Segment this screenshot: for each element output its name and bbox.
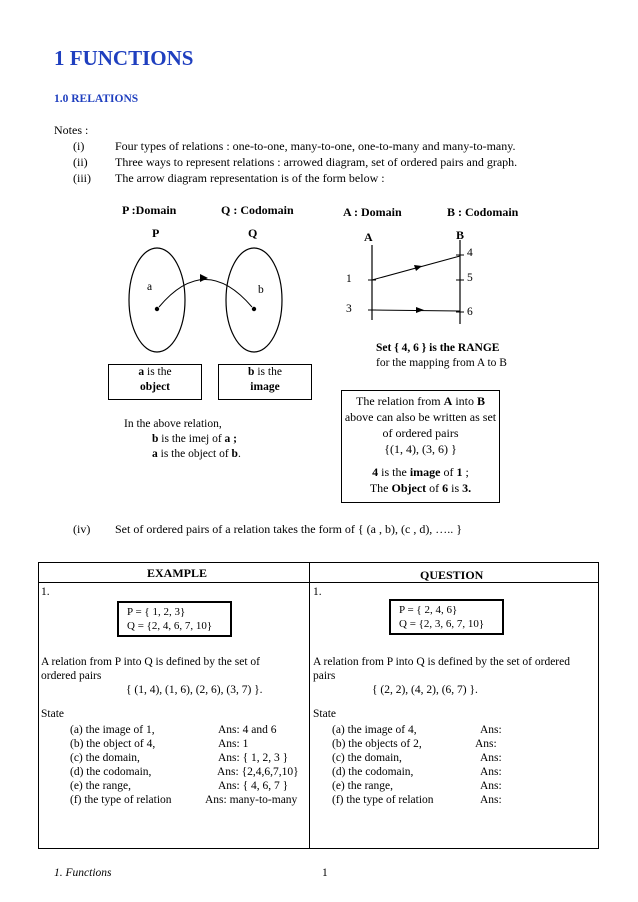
arrow-diagram-pq <box>120 240 300 355</box>
ordered-pairs-box: The relation from A into B above can also be written as set of ordered pairs {(1, 4), (3, 6) } 4 is the image of 1 ; The Object of 6 is 3. <box>341 390 500 503</box>
section-title: 1.0 RELATIONS <box>54 93 139 105</box>
question-pairs: { (2, 2), (4, 2), (6, 7) }. <box>372 684 478 696</box>
value-label: 4 <box>467 247 473 259</box>
range-statement: for the mapping from A to B <box>376 357 507 369</box>
list-item: (b) the object of 4, Ans: 1 <box>70 738 249 750</box>
list-item: (f) the type of relation Ans: many-to-many <box>70 794 298 806</box>
list-item: (c) the domain, Ans: <box>332 752 502 764</box>
question-items <box>332 724 592 808</box>
arrowhead <box>414 265 422 271</box>
question-header: QUESTION <box>420 568 484 582</box>
value-label: 1 <box>346 273 352 285</box>
value-label: 5 <box>467 272 473 284</box>
question-desc: A relation from P into Q is defined by the set of ordered <box>313 656 570 668</box>
example-desc: ordered pairs <box>41 670 102 682</box>
set-p-label: P <box>152 226 160 240</box>
set-b-label: B <box>456 228 465 242</box>
object-box: a is the object <box>108 364 202 400</box>
caption-line: In the above relation, <box>124 418 222 430</box>
example-state: State <box>41 708 64 720</box>
list-item: (d) the codomain, Ans: {2,4,6,7,10} <box>70 766 299 778</box>
example-pairs: { (1, 4), (1, 6), (2, 6), (3, 7) }. <box>126 684 263 696</box>
note-text: Four types of relations : one-to-one, many-to-one, one-to-many and many-to-many. <box>115 139 516 153</box>
list-item: (e) the range, Ans: { 4, 6, 7 } <box>70 780 289 792</box>
element-b-dot <box>252 307 256 311</box>
example-sets-box: P = { 1, 2, 3} Q = {2, 4, 6, 7, 10} <box>117 601 232 637</box>
list-item: (a) the image of 1, Ans: 4 and 6 <box>70 724 277 736</box>
set-a-label: A <box>364 230 373 244</box>
list-item: (f) the type of relation Ans: <box>332 794 502 806</box>
set-q-oval <box>226 248 282 352</box>
question-state: State <box>313 708 336 720</box>
arrow-diagram-ab <box>360 240 480 330</box>
note-item <box>73 522 593 538</box>
footer-chapter: 1. Functions <box>54 867 112 879</box>
question-sets-box: P = { 2, 4, 6} Q = {2, 3, 6, 7, 10} <box>389 599 504 635</box>
list-item: (b) the objects of 2, Ans: <box>332 738 497 750</box>
example-items <box>70 724 308 808</box>
caption-line: a is the object of b. <box>152 448 241 460</box>
a-domain-label: A : Domain <box>343 205 402 219</box>
arrowhead <box>200 274 208 282</box>
b-codomain-label: B : Codomain <box>447 205 519 219</box>
list-item: (c) the domain, Ans: { 1, 2, 3 } <box>70 752 289 764</box>
note-number: (iv) <box>73 522 91 536</box>
page-number: 1 <box>322 867 328 879</box>
note-text: The arrow diagram representation is of the form below : <box>115 171 385 185</box>
note-number: (iii) <box>73 171 91 185</box>
value-label: 3 <box>346 303 352 315</box>
set-q-label: Q <box>248 226 258 240</box>
list-item: (d) the codomain, Ans: <box>332 766 502 778</box>
image-box: b is the image <box>218 364 312 400</box>
table-divider <box>309 562 310 848</box>
note-item <box>73 139 593 155</box>
question-number: 1. <box>313 586 322 598</box>
mapping-arrow <box>159 280 252 308</box>
note-item <box>73 155 593 171</box>
list-item: (e) the range, Ans: <box>332 780 502 792</box>
question-desc: pairs <box>313 670 336 682</box>
example-header: EXAMPLE <box>147 566 207 580</box>
notes-label: Notes : <box>54 123 89 137</box>
table-header-rule <box>38 582 598 583</box>
list-item: (a) the image of 4, Ans: <box>332 724 502 736</box>
note-number: (ii) <box>73 155 88 169</box>
page-title: 1 FUNCTIONS <box>54 46 194 70</box>
element-a-label: a <box>147 281 153 293</box>
q-codomain-label: Q : Codomain <box>221 203 294 217</box>
p-domain-label: P :Domain <box>122 203 177 217</box>
caption-line: b is the imej of a ; <box>152 433 237 445</box>
arrowhead <box>416 307 424 313</box>
range-statement: Set { 4, 6 } is the RANGE <box>376 342 500 354</box>
set-p-oval <box>129 248 185 352</box>
value-label: 6 <box>467 306 473 318</box>
example-number: 1. <box>41 586 50 598</box>
note-text: Three ways to represent relations : arrowed diagram, set of ordered pairs and graph. <box>115 155 518 169</box>
note-text: Set of ordered pairs of a relation takes the form of { (a , b), (c , d), ….. } <box>115 522 463 536</box>
element-b-label: b <box>258 284 264 296</box>
example-desc: A relation from P into Q is defined by the set of <box>41 656 260 668</box>
note-number: (i) <box>73 139 85 153</box>
note-item <box>73 171 593 187</box>
element-a-dot <box>155 307 159 311</box>
